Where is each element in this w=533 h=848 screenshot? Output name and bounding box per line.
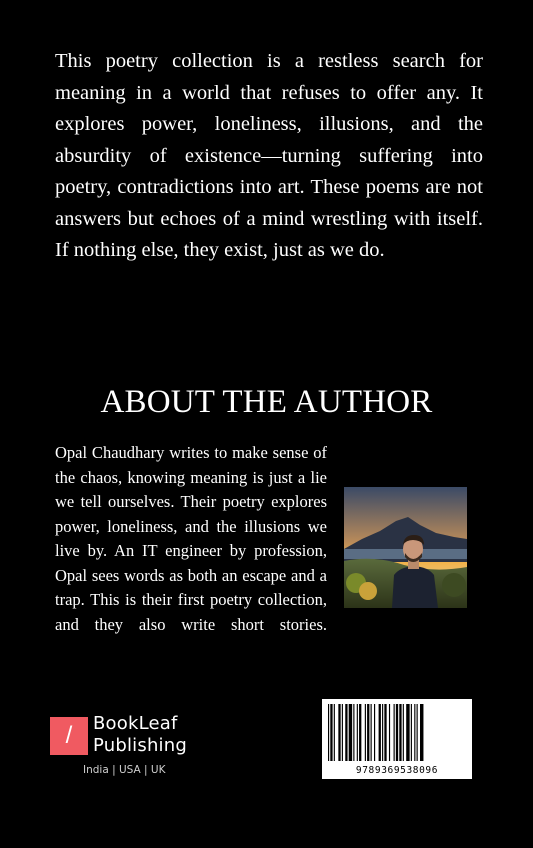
publisher-name-line1: BookLeaf <box>93 713 178 734</box>
barcode-bars <box>322 699 472 765</box>
barcode-bar <box>374 704 375 761</box>
barcode-bar <box>353 704 354 761</box>
barcode-bar <box>389 704 390 761</box>
publisher-logo-mark: / <box>50 717 88 755</box>
barcode-bar <box>417 704 418 761</box>
barcode-bar <box>345 704 347 761</box>
isbn-barcode <box>322 699 472 779</box>
barcode-bar <box>382 704 383 761</box>
barcode-bar <box>338 704 340 761</box>
author-photo <box>344 487 467 608</box>
barcode-bar <box>367 704 369 761</box>
about-author-heading: ABOUT THE AUTHOR <box>100 384 433 420</box>
publisher-regions: India | USA | UK <box>83 764 166 776</box>
barcode-bar <box>384 704 386 761</box>
barcode-bar <box>396 704 398 761</box>
barcode-bar <box>334 704 335 761</box>
author-bio: Opal Chaudhary writes to make sense of the chaos, knowing meaning is just a lie we tell ourselves. Their poetry explores power, loneliness, and the illusions we live by. An IT engineer by profession, Opal sees words as both an escape and a trap. This is their first poetry collection, and they also write short stories. <box>55 443 327 634</box>
publisher-name <box>93 713 187 757</box>
barcode-bar <box>379 704 381 761</box>
barcode-bar <box>403 704 404 761</box>
barcode-bar <box>371 704 372 761</box>
barcode-bar <box>406 704 409 761</box>
back-cover-blurb: This poetry collection is a restless search for meaning in a world that refuses to offer any. It explores power, loneliness, illusions, and the absurdity of existence—turning suffering into poetry, contradictions into art. These poems are not answers but echoes of a mind wrestling with itself. If nothing else, they exist, just as we do. <box>55 50 483 261</box>
barcode-bar <box>414 704 415 761</box>
barcode-bar <box>411 704 412 761</box>
barcode-bar <box>420 704 423 761</box>
barcode-bar <box>365 704 366 761</box>
barcode-bar <box>328 704 329 761</box>
isbn-number: 9789369538096 <box>355 765 439 776</box>
barcode-bar <box>349 704 352 761</box>
publisher-name-line2: Publishing <box>93 735 187 756</box>
barcode-bar <box>330 704 332 761</box>
barcode-bar <box>359 704 361 761</box>
barcode-bar <box>357 704 358 761</box>
barcode-bar <box>399 704 401 761</box>
publisher-logo <box>50 713 240 786</box>
barcode-bar <box>342 704 343 761</box>
barcode-bar <box>394 704 395 761</box>
